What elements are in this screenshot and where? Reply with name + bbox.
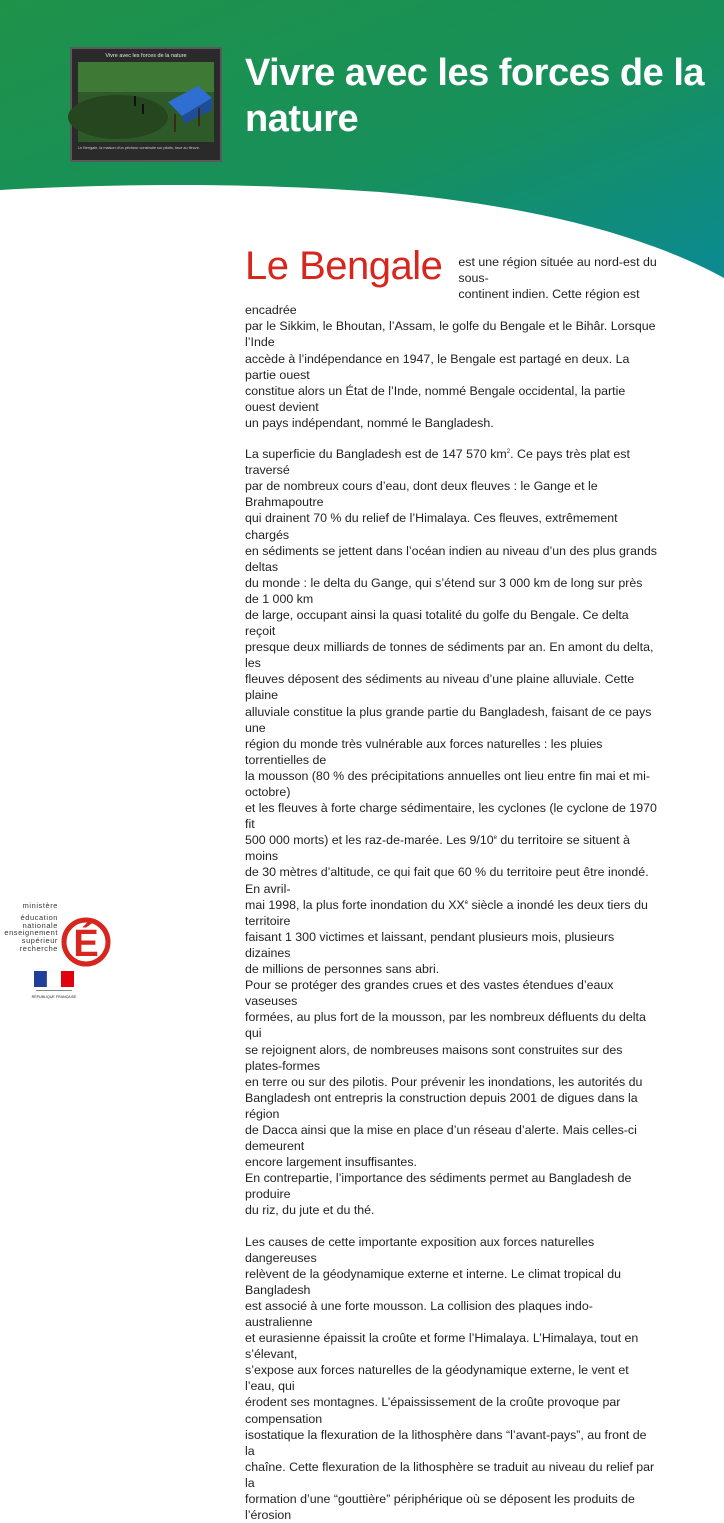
republique-francaise-logo <box>31 971 77 1001</box>
intro-line: accède à l’indépendance en 1947, le Bengale est partagé en deux. La partie ouest <box>245 351 630 382</box>
ministry-line: éducation <box>20 912 58 922</box>
superscript: 2 <box>506 448 511 455</box>
text-run: mai 1998, la plus forte inondation du XX <box>245 897 465 912</box>
text-run: 500 000 morts) et les raz-de-marée. Les 9/10 <box>245 833 494 848</box>
intro-line: est une région située au nord-est du sous- <box>458 255 657 286</box>
paragraph-line: en terre ou sur des pilotis. Pour prévenir les inondations, les autorités du <box>245 1074 643 1089</box>
paragraph-line: isostatique la flexuration de la lithosphère dans “l’avant-pays”, au front de la <box>245 1427 647 1458</box>
intro-line: un pays indépendant, nommé le Bangladesh. <box>245 415 494 430</box>
republique-text: RÉPUBLIQUE FRANÇAISE <box>31 995 77 999</box>
ministry-line: recherche <box>19 943 58 953</box>
ministry-letter: É <box>73 923 99 965</box>
page-title: Vivre avec les forces de la nature <box>245 52 705 140</box>
intro-paragraph <box>245 244 657 431</box>
text-run: du territoire se situent à moins <box>245 833 630 864</box>
intro-line: continent indien. Cette région est encadrée <box>245 287 640 318</box>
ministry-text <box>4 902 58 953</box>
thumbnail-title: Vivre avec les forces de la nature <box>105 53 187 59</box>
paragraph-line: et les fleuves à forte charge sédimentaire, les cyclones (le cyclone de 1970 fit <box>245 801 657 832</box>
ministry-line: ministère <box>22 901 58 910</box>
text-run: . Ce pays très plat est traversé <box>245 447 630 478</box>
paragraph-line: et eurasienne épaissit la croûte et forme l’Himalaya. L’Himalaya, tout en s’élevant, <box>245 1331 639 1362</box>
paragraph-line: du riz, du jute et du thé. <box>245 1203 375 1218</box>
paragraph-line: par de nombreux cours d’eau, dont deux fleuves : le Gange et le Brahmapoutre <box>245 479 598 510</box>
paragraph-line: presque deux milliards de tonnes de sédiments par an. En amont du delta, les <box>245 640 654 671</box>
paragraph-line: encore largement insuffisantes. <box>245 1155 417 1170</box>
paragraph-line: relèvent de la géodynamique externe et interne. Le climat tropical du Bangladesh <box>245 1266 622 1297</box>
thumbnail-photo <box>78 62 214 142</box>
paragraph-line: faisant 1 300 victimes et laissant, pendant plusieurs mois, plusieurs dizaines <box>245 929 615 960</box>
paragraph-line: est associé à une forte mousson. La collision des plaques indo-australienne <box>245 1298 593 1329</box>
intro-line: constitue alors un État de l’Inde, nommé Bengale occidental, la partie ouest devient <box>245 383 626 414</box>
paragraph-line: la mousson (80 % des précipitations annuelles ont lieu entre fin mai et mi-octobre) <box>245 768 650 799</box>
paragraph-line: formées, au plus fort de la mousson, par les nombreux défluents du delta qui <box>245 1010 646 1041</box>
paragraph-line: fleuves déposent des sédiments au niveau d’une plaine alluviale. Cette plaine <box>245 672 635 703</box>
intro-line: par le Sikkim, le Bhoutan, l’Assam, le golfe du Bengale et le Bihâr. Lorsque l’Inde <box>245 319 656 350</box>
paragraph-line: alluviale constitue la plus grande partie du Bangladesh, faisant de ce pays une <box>245 704 652 735</box>
article-title: Le Bengale <box>245 244 443 288</box>
paragraph-line: chaîne. Cette flexuration de la lithosphère se traduit au niveau du relief par la <box>245 1459 655 1490</box>
paragraph-line: Les causes de cette importante exposition aux forces naturelles dangereuses <box>245 1234 595 1265</box>
causes-paragraph <box>245 1234 657 1523</box>
paragraph-line: en sédiments se jettent dans l’océan indien au niveau d’un des plus grands deltas <box>245 543 657 574</box>
paragraph-line: formation d’une “gouttière” périphérique où se déposent les produits de l’érosion <box>245 1492 635 1523</box>
text-run: La superficie du Bangladesh est de 147 570 km <box>245 447 507 462</box>
ministry-logo <box>4 901 110 968</box>
paragraph-line: de Dacca ainsi que la mise en place d’un réseau d’alerte. Mais celles-ci demeurent <box>245 1122 637 1154</box>
ministry-line: nationale <box>22 920 58 930</box>
superficie-paragraph <box>245 446 657 1219</box>
paragraph-line <box>245 832 657 864</box>
paragraph-line: Pour se protéger des grandes crues et des vastes étendues d’eaux vaseuses <box>245 978 614 1009</box>
thumbnail-caption: Le Bengale, la maison d'un pêcheur construite sur pilotis, face au fleuve. <box>78 146 200 150</box>
paragraph-line: érodent ses montagnes. L’épaississement de la croûte provoque par compensation <box>245 1395 621 1426</box>
ministry-line: enseignement <box>4 928 58 938</box>
paragraph-line: s’expose aux forces naturelles de la géodynamique externe, le vent et l’eau, qui <box>245 1363 629 1394</box>
paragraph-line: du monde : le delta du Gange, qui s’étend sur 3 000 km de long sur près de 1 000 km <box>245 575 643 606</box>
article-body <box>245 244 657 1523</box>
superscript: e <box>464 899 469 906</box>
paragraph-line: qui drainent 70 % du relief de l’Himalaya. Ces fleuves, extrêmement chargés <box>245 511 618 542</box>
paragraph-line: se rejoignent alors, de nombreuses maisons sont construites sur des plates-formes <box>245 1042 623 1073</box>
paragraph-line: Bangladesh ont entrepris la construction depuis 2001 de digues dans la région <box>245 1090 638 1121</box>
paragraph-line: de 30 mètres d’altitude, ce qui fait que 60 % du territoire peut être inondé. En avril- <box>245 865 649 896</box>
paragraph-line <box>245 446 657 478</box>
ministry-e-emblem-icon <box>58 904 114 970</box>
paragraph-line: de large, occupant ainsi la quasi totalité du golfe du Bengale. Ce delta reçoit <box>245 607 629 639</box>
text-run: siècle a inondé les deux tiers du territoire <box>245 897 648 928</box>
paragraph-line <box>245 897 657 929</box>
paragraph-line: de millions de personnes sans abri. <box>245 962 440 977</box>
poster-thumbnail <box>70 47 222 162</box>
paragraph-line: En contrepartie, l’importance des sédiments permet au Bangladesh de produire <box>245 1171 632 1202</box>
paragraph-line: région du monde très vulnérable aux forces naturelles : les pluies torrentielles de <box>245 736 603 767</box>
ministry-line: supérieur <box>21 936 58 946</box>
superscript: e <box>493 835 497 842</box>
